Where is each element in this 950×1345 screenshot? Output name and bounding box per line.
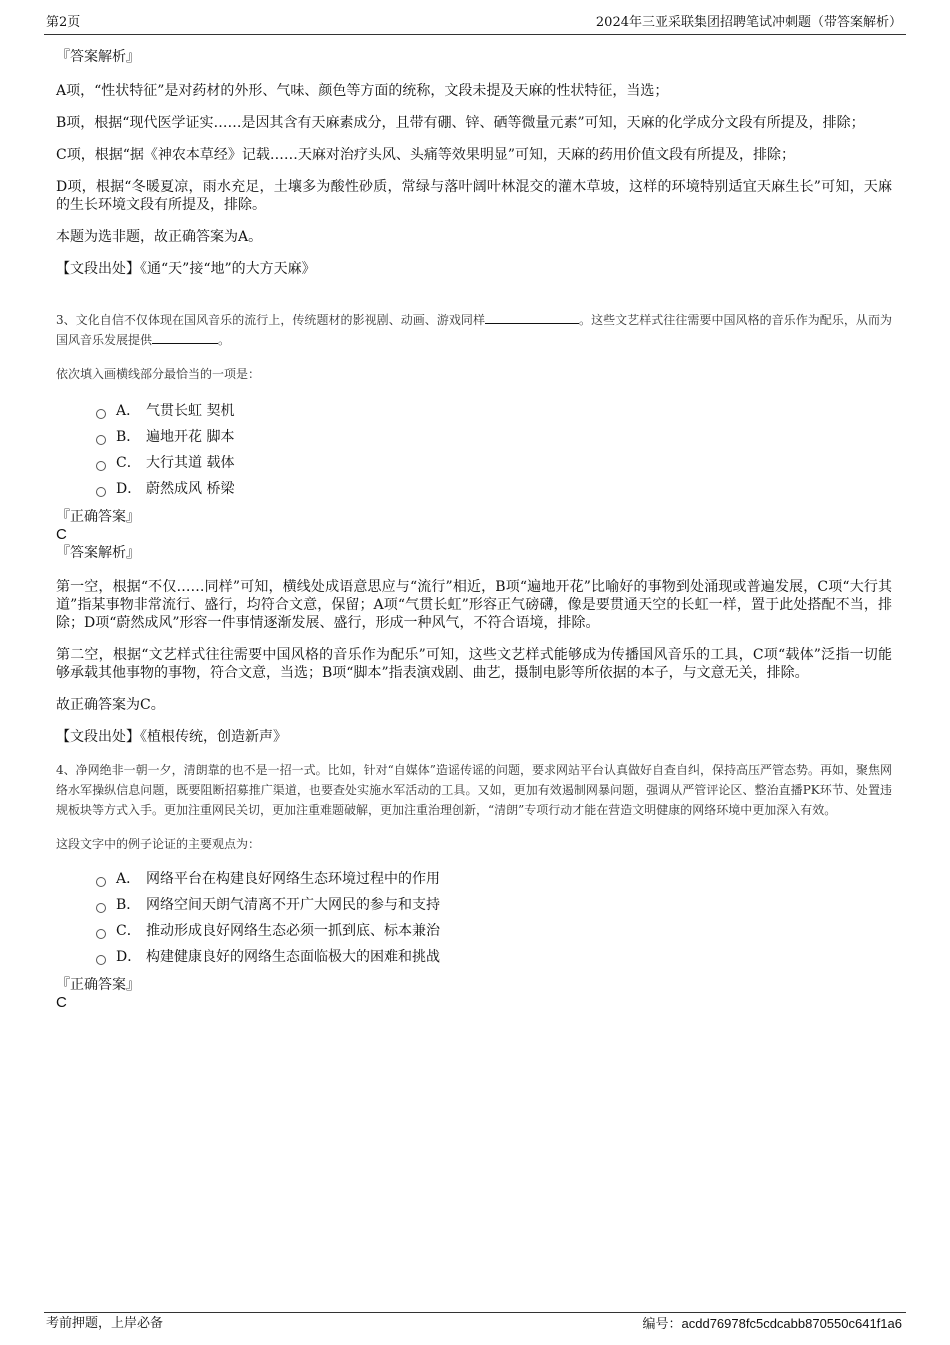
conclusion: 故正确答案为C。 bbox=[56, 697, 165, 713]
option-d[interactable] bbox=[96, 944, 892, 970]
analysis-paragraph: 第一空，根据“不仅……同样”可知，横线处成语意思应与“流行”相近，B项“遍地开花”比喻好的事物到处涌现或普遍发展，C项“大行其道”指某事物非常流行、盛行，均符合文意，保留；A项“气贯长虹”形容正气磅礴，像是要贯通天空的长虹一样，置于此处搭配不当，排除；D项“蔚然成风”形容一件事情逐渐发展、盛行，形成一种风气，不符合语境，排除。 bbox=[56, 579, 892, 631]
analysis-paragraph: A项，“性状特征”是对药材的外形、气味、颜色等方面的统称，文段未提及天麻的性状特征，当选； bbox=[56, 83, 669, 99]
question-prompt: 这段文字中的例子论证的主要观点为： bbox=[56, 837, 261, 851]
document-code bbox=[643, 1315, 903, 1334]
section-prev-analysis bbox=[56, 48, 892, 278]
option-c[interactable] bbox=[96, 450, 892, 476]
page-content bbox=[56, 46, 892, 1012]
document-code-value: acdd76978fc5cdcabb870550c641f1a6 bbox=[681, 1316, 902, 1331]
radio-icon[interactable] bbox=[96, 955, 106, 965]
fill-blank bbox=[485, 311, 579, 324]
radio-icon[interactable] bbox=[96, 461, 106, 471]
question-4 bbox=[56, 760, 892, 1012]
correct-answer-label: 『正确答案』 bbox=[56, 977, 140, 993]
document-title: 2024年三亚采联集团招聘笔试冲刺题（带答案解析） bbox=[595, 15, 902, 30]
analysis-paragraph: D项，根据“冬暖夏凉，雨水充足，土壤多为酸性砂质，常绿与落叶阔叶林混交的灌木草坡，这样的环境特别适宜天麻生长”可知，天麻的生长环境文段有所提及，排除。 bbox=[56, 179, 892, 213]
question-stem-part: 。这些文艺样式往往需要中国风格的音乐作为配乐，从而为国风音乐发展提供 bbox=[56, 313, 892, 347]
source-citation: 【文段出处】《植根传统，创造新声》 bbox=[56, 729, 287, 745]
question-stem-part: 。 bbox=[218, 333, 231, 347]
option-b[interactable] bbox=[96, 892, 892, 918]
conclusion: 本题为选非题，故正确答案为A。 bbox=[56, 229, 263, 245]
option-text: 气贯长虹 契机 bbox=[146, 403, 235, 419]
option-letter: C． bbox=[116, 923, 141, 939]
analysis-paragraph: 第二空，根据“文艺样式往往需要中国风格的音乐作为配乐”可知，这些文艺样式能够成为传播国风音乐的工具，C项“载体”泛指一切能够承载其他事物的事物，符合文意，当选；B项“脚本”指表演戏剧、曲艺，摄制电影等所依据的本子，与文意无关，排除。 bbox=[56, 647, 892, 681]
option-text: 网络平台在构建良好网络生态环境过程中的作用 bbox=[146, 871, 440, 887]
option-text: 网络空间天朗气清离不开广大网民的参与和支持 bbox=[146, 897, 440, 913]
option-list bbox=[96, 398, 892, 502]
option-text: 遍地开花 脚本 bbox=[146, 429, 235, 445]
option-c[interactable] bbox=[96, 918, 892, 944]
option-text: 大行其道 载体 bbox=[146, 455, 235, 471]
footer-slogan: 考前押题，上岸必备 bbox=[46, 1316, 164, 1331]
correct-answer-label: 『正确答案』 bbox=[56, 509, 140, 525]
question-stem: 4、净网绝非一朝一夕，清朗靠的也不是一招一式。比如，针对“自媒体”造谣传谣的问题，要求网站平台认真做好自查自纠，保持高压严管态势。再如，聚焦网络水军操纵信息问题，既要阻断招募推广渠道，也要查处实施水军活动的工具。又如，更加有效遏制网暴问题，强调从严管评论区、整治直播PK环节、处置违规板块等方式入手。更加注重网民关切，更加注重难题破解，更加注重治理创新，“清朗”专项行动才能在营造文明健康的网络环境中更加深入有效。 bbox=[56, 763, 892, 817]
analysis-paragraph: C项，根据“据《神农本草经》记载……天麻对治疗头风、头痛等效果明显”可知，天麻的药用价值文段有所提及，排除； bbox=[56, 147, 796, 163]
option-letter: A． bbox=[116, 871, 141, 887]
document-code-label: 编号： bbox=[642, 1317, 682, 1332]
fill-blank bbox=[152, 331, 218, 344]
option-letter: D． bbox=[116, 949, 142, 965]
option-text: 蔚然成风 桥梁 bbox=[146, 481, 235, 497]
option-text: 推动形成良好网络生态必须一抓到底、标本兼治 bbox=[146, 923, 440, 939]
correct-answer: C bbox=[56, 526, 67, 543]
analysis-label: 『答案解析』 bbox=[56, 49, 140, 65]
option-b[interactable] bbox=[96, 424, 892, 450]
radio-icon[interactable] bbox=[96, 409, 106, 419]
option-d[interactable] bbox=[96, 476, 892, 502]
analysis-label: 『答案解析』 bbox=[56, 545, 140, 561]
question-prompt: 依次填入画横线部分最恰当的一项是： bbox=[56, 367, 261, 381]
question-stem bbox=[56, 310, 892, 350]
radio-icon[interactable] bbox=[96, 435, 106, 445]
option-letter: B． bbox=[116, 897, 141, 913]
option-letter: B． bbox=[116, 429, 141, 445]
option-text: 构建健康良好的网络生态面临极大的困难和挑战 bbox=[146, 949, 440, 965]
radio-icon[interactable] bbox=[96, 903, 106, 913]
page-footer bbox=[44, 1312, 906, 1333]
correct-answer: C bbox=[56, 994, 67, 1011]
radio-icon[interactable] bbox=[96, 487, 106, 497]
analysis-paragraph: B项，根据“现代医学证实……是因其含有天麻素成分，且带有硼、锌、硒等微量元素”可知，天麻的化学成分文段有所提及，排除； bbox=[56, 115, 865, 131]
option-letter: C． bbox=[116, 455, 141, 471]
question-stem-part: 3、文化自信不仅体现在国风音乐的流行上，传统题材的影视剧、动画、游戏同样 bbox=[56, 313, 485, 327]
radio-icon[interactable] bbox=[96, 929, 106, 939]
source-citation: 【文段出处】《通“天”接“地”的大方天麻》 bbox=[56, 261, 316, 277]
option-a[interactable] bbox=[96, 866, 892, 892]
radio-icon[interactable] bbox=[96, 877, 106, 887]
page-header bbox=[44, 14, 906, 35]
option-a[interactable] bbox=[96, 398, 892, 424]
question-3 bbox=[56, 310, 892, 746]
page-number: 第2页 bbox=[46, 15, 81, 30]
option-letter: D． bbox=[116, 481, 142, 497]
option-list bbox=[96, 866, 892, 970]
option-letter: A． bbox=[116, 403, 141, 419]
